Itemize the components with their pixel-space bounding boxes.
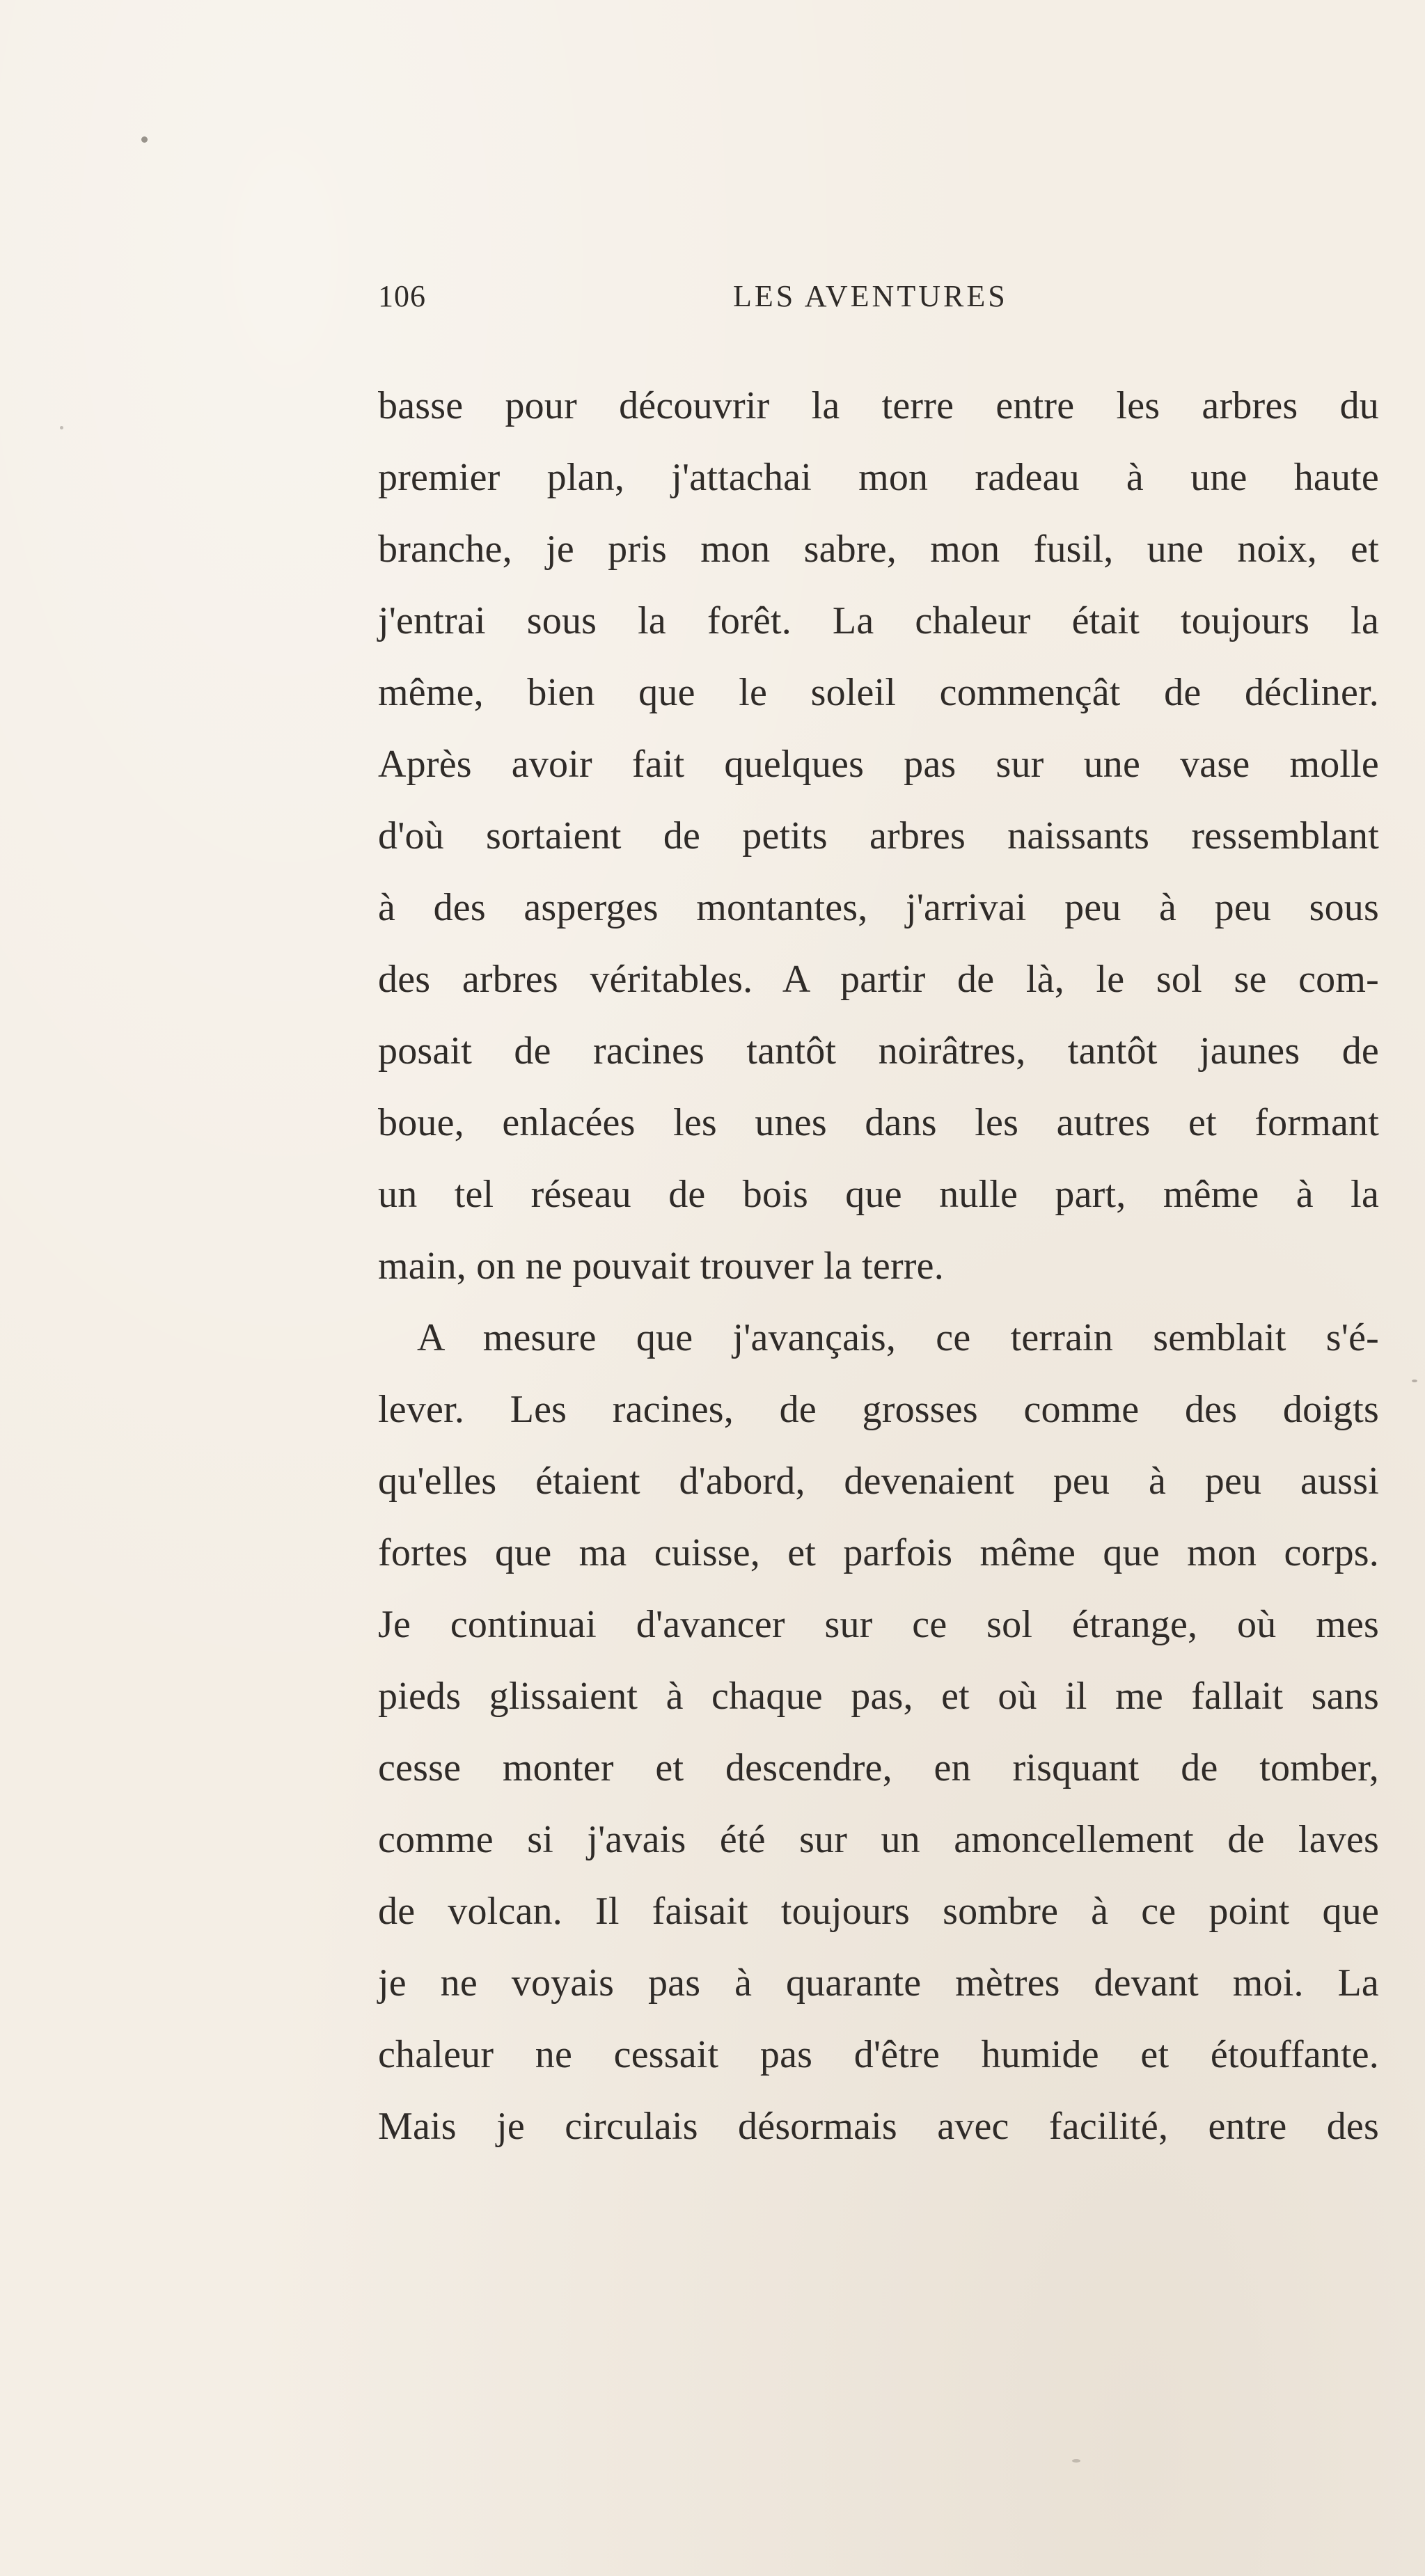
text-line: chaleur ne cessait pas d'être humide et étouffante. bbox=[378, 2033, 1379, 2076]
ink-speck bbox=[1412, 1380, 1417, 1382]
text-line: Après avoir fait quelques pas sur une vase molle bbox=[378, 743, 1379, 786]
text-line: basse pour découvrir la terre entre les arbres du bbox=[378, 384, 1379, 427]
page-number: 106 bbox=[378, 279, 426, 313]
text-line: posait de racines tantôt noirâtres, tantôt jaunes de bbox=[378, 1029, 1379, 1073]
text-line: même, bien que le soleil commençât de décliner. bbox=[378, 671, 1379, 714]
text-line: lever. Les racines, de grosses comme des doigts bbox=[378, 1388, 1379, 1431]
text-line: j'entrai sous la forêt. La chaleur était toujours la bbox=[378, 599, 1379, 642]
ink-speck bbox=[60, 426, 63, 429]
page-header bbox=[378, 273, 1380, 329]
ink-speck bbox=[1072, 2459, 1080, 2463]
text-line: Je continuai d'avancer sur ce sol étrange, où mes bbox=[378, 1603, 1379, 1646]
text-line: de volcan. Il faisait toujours sombre à ce point que bbox=[378, 1890, 1379, 1933]
text-line: d'où sortaient de petits arbres naissants ressemblant bbox=[378, 814, 1379, 858]
text-line: A mesure que j'avançais, ce terrain semblait s'é- bbox=[417, 1316, 1379, 1359]
text-line: premier plan, j'attachai mon radeau à une haute bbox=[378, 456, 1379, 499]
running-title: LES AVENTURES bbox=[733, 279, 1008, 313]
ink-speck bbox=[141, 136, 148, 143]
text-line: je ne voyais pas à quarante mètres devant moi. La bbox=[378, 1961, 1379, 2005]
text-line: un tel réseau de bois que nulle part, même à la bbox=[378, 1173, 1379, 1216]
body-text bbox=[378, 370, 1379, 2163]
text-line: comme si j'avais été sur un amoncellement de laves bbox=[378, 1818, 1379, 1861]
text-line: à des asperges montantes, j'arrivai peu à peu sous bbox=[378, 886, 1379, 929]
text-line: qu'elles étaient d'abord, devenaient peu à peu aussi bbox=[378, 1460, 1379, 1503]
text-line: branche, je pris mon sabre, mon fusil, une noix, et bbox=[378, 528, 1379, 571]
text-line: pieds glissaient à chaque pas, et où il me fallait sans bbox=[378, 1675, 1379, 1718]
paragraph-end-line: main, on ne pouvait trouver la terre. bbox=[378, 1244, 944, 1288]
text-line: Mais je circulais désormais avec facilité, entre des bbox=[378, 2105, 1379, 2148]
text-line: boue, enlacées les unes dans les autres et formant bbox=[378, 1101, 1379, 1144]
text-line: des arbres véritables. A partir de là, le sol se com- bbox=[378, 958, 1379, 1001]
text-line: fortes que ma cuisse, et parfois même que mon corps. bbox=[378, 1531, 1379, 1574]
text-line: cesse monter et descendre, en risquant de tomber, bbox=[378, 1746, 1379, 1789]
